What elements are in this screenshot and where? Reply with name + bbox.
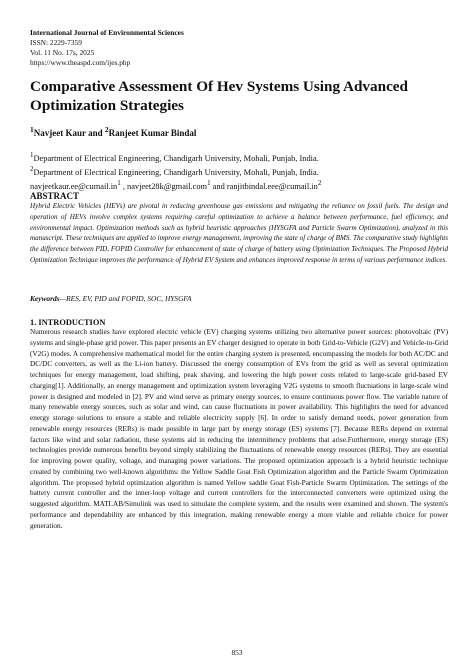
author1-name: Navjeet Kaur and [33,128,105,138]
email-3-sup: 2 [317,178,322,187]
paper-title: Comparative Assessment Of Hev Systems Using Advanced Optimization Strategies [30,78,408,114]
affiliation-2-sup: 2 [30,164,34,173]
author1-sup: 1 [30,125,34,134]
abstract-heading: ABSTRACT [30,191,80,201]
keywords-line [30,294,448,303]
affiliation-2-text: Department of Electrical Engineering, Chandigarh University, Mohali, Punjab, India. [33,167,319,177]
abstract-text: Hybrid Electric Vehicles (HEVs) are pivotal in reducing greenhouse gas emissions and mitigating the reliance on fossil fuels. The design and operation of HEVs involve complex systems requiring careful optimization to achieve a balance between performance, fuel efficiency, and environmental impact. Optimization methods such as hybrid heuristic approaches (HYSGFA and Particle Swarm Optimization), analyzed in this manuscript. These techniques are applied to improve energy management, improving the state of charge of BMS. The comparative study highlights the difference between PID, FOPID Controller for enhancement of state of charge of battery using Optimization Techniques. The Proposed Hybrid Optimization Technique improves the performance of Hybrid EV System and enhances improved response in terms of various performance indices. [30,202,448,264]
affiliation-2 [30,164,450,178]
introduction-text: Numerous research studies have explored electric vehicle (EV) charging systems utilizing two alternative power sources: photovoltaic (PV) systems and single-phase grid power. This paper presents an EV charger designed to operate in both Grid-to-Vehicle (G2V) and Vehicle-to-Grid (V2G) modes. A comprehensive mathematical model for the entire charging system is presented, encompassing the models for both AC/DC and DC/DC converters, as well as the Li-ion battery. Discussed the energy consumption of EVs from the grid as well as several optimization techniques for energy management, load shifting, peak shaving, and lowering the high power costs related to large-scale grid-based EV charging[1]. Additionally, an energy management and optimization system leveraging V2G systems to smooth fluctuations in large-scale wind power is designed and modeled in [2]. PV and wind serve as primary energy sources, to ensure continuous power flow. The variable nature of many renewable energy sources, such as solar and wind, can cause fluctuations in power availability. This highlights the need for advanced energy storage solutions to ensure a stable and reliable electricity supply [6]. In order to satisfy demand needs, power generation from renewable energy resources (RERs) is made possible in large part by energy storage (ES) systems [7]. Because RERs depend on external factors like wind and solar radiation, these systems aid in reducing the intermittency problems that arise.Furthermore, energy storage (ES) technologies provide numerous benefits beyond simply stabilizing the fluctuations of renewable energy resources (RERs). They are essential for improving power quality, voltage, and managing power variations. The proposed optimization approach is a hybrid heuristic technique created by combining two well-known algorithms: the Yellow Saddle Goat Fish Optimization algorithm and the Particle Swarm Optimization algorithm. The proposed hybrid optimization algorithm is named Yellow saddle Goat Fish-Particle Swarm Optimization. The settings of the battery current controller and the inner-loop voltage and current controllers for the interconnected converters were optimized using the suggested algorithm. MATLAB/Simulink was used to simulate the complete system, and the results were examined and shown. The system's performance and dependability are enhanced by this integration, making renewable energy a more viable and reliable choice for power generation. [30,328,448,530]
journal-volume: Vol. 11 No. 17s, 2025 [30,48,95,57]
email-1[interactable]: navjeetkaur.ee@cumail.in [30,181,118,191]
email-3[interactable]: and ranjitbindal.eee@cumail.in [210,181,318,191]
affiliation-1 [30,150,450,164]
affiliation-1-sup: 1 [30,151,34,159]
keywords-text: —RES, EV, PID and FOPID, SOC, HYSGFA [59,294,192,303]
affiliations [30,150,450,191]
introduction-heading: 1. INTRODUCTION [30,318,106,327]
email-1-sup: 1 [117,178,121,187]
author2-sup: 2 [104,125,109,134]
journal-header [30,28,450,68]
email-line [30,178,450,192]
email-2-sup: 1 [207,178,211,187]
keywords-label: Keywords [30,294,60,303]
journal-url[interactable]: https://www.theaspd.com/ijes.php [30,58,131,67]
journal-issn: ISSN: 2229-7359 [30,38,82,47]
page-number: 853 [231,648,243,657]
author2-name: Ranjeet Kumar Bindal [108,128,197,138]
journal-name: International Journal of Environmental Sciences [30,28,184,37]
email-2[interactable]: navjeet28k@gmail.com [127,181,208,191]
affiliation-1-text: Department of Electrical Engineering, Chandigarh University, Mohali, Punjab, India. [33,153,319,163]
email-separator-1: , [120,181,128,191]
author-line [30,125,196,138]
